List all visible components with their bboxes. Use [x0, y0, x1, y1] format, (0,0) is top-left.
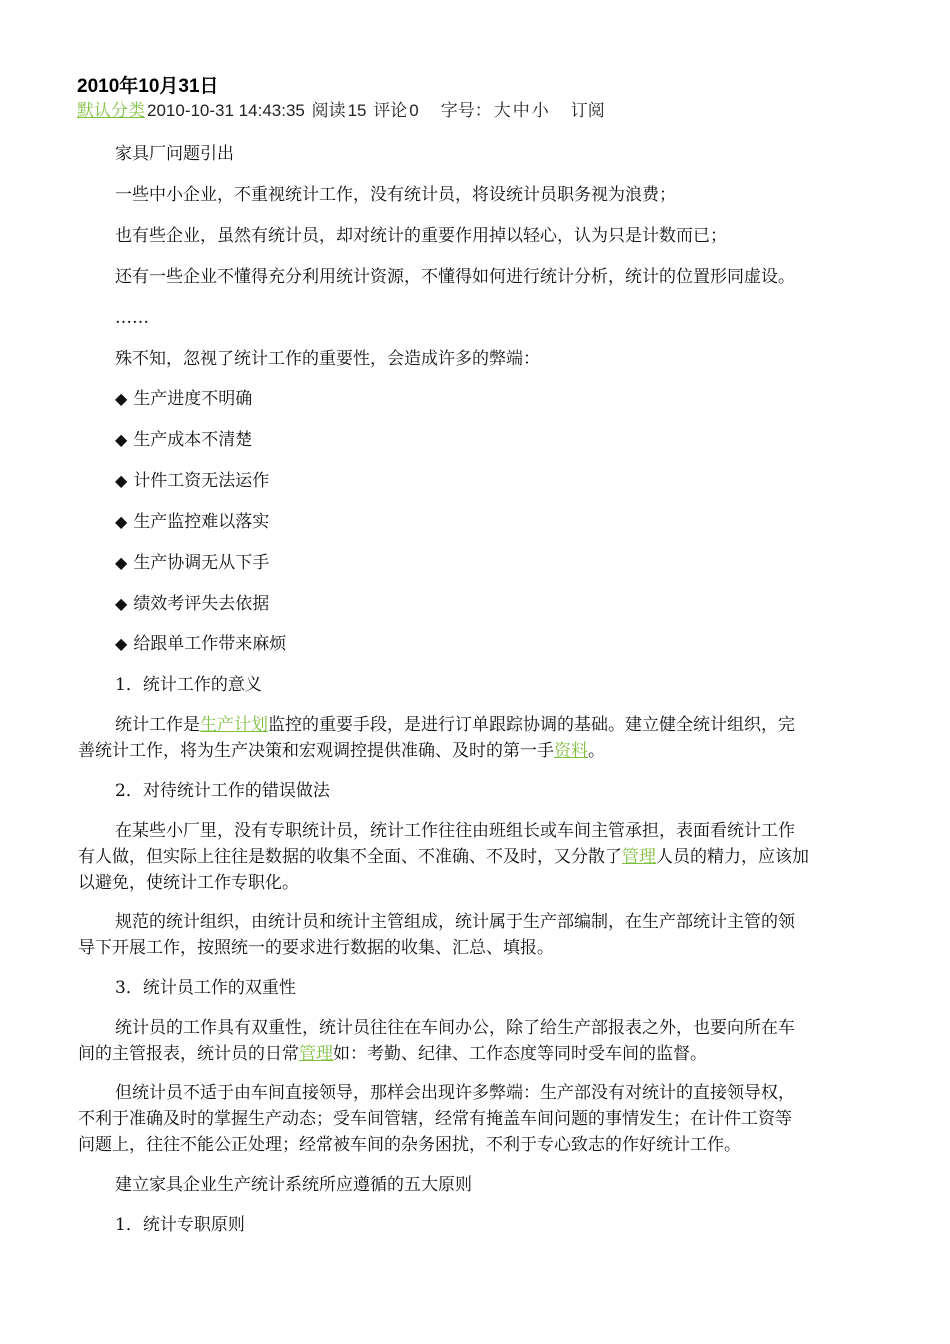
font-size-large-button[interactable]: 大 [493, 101, 511, 120]
diamond-bullet-icon: ◆ [115, 594, 128, 613]
section-heading-4: 1．统计专职原则 [115, 1215, 245, 1235]
post-timestamp: 2010-10-31 14:43:35 [147, 101, 305, 120]
comment-label: 评论 [373, 101, 408, 120]
list-item [115, 427, 252, 453]
category-link[interactable]: 默认分类 [77, 101, 145, 120]
paragraph: 还有一些企业不懂得充分利用统计资源，不懂得如何进行统计分析，统计的位置形同虚设。 [115, 267, 795, 287]
text: 监控的重要手段，是进行订单跟踪协调的基础。建立健全统计组织，完 [268, 715, 795, 735]
list-item [115, 509, 269, 535]
text: 以避免，使统计工作专职化。 [78, 873, 299, 893]
list-item-text: 生产监控难以落实 [133, 512, 270, 532]
section-3-paragraph [78, 1015, 876, 1067]
paragraph: 殊不知，忽视了统计工作的重要性，会造成许多的弊端： [115, 349, 540, 369]
diamond-bullet-icon: ◆ [115, 512, 128, 531]
comment-count: 0 [409, 101, 419, 120]
diamond-bullet-icon: ◆ [115, 389, 128, 408]
list-item [115, 386, 252, 412]
text: 有人做，但实际上往往是数据的收集不全面、不准确、不及时，又分散了 [78, 847, 622, 867]
font-size-small-button[interactable]: 小 [531, 101, 549, 120]
diamond-bullet-icon: ◆ [115, 634, 128, 653]
paragraph-principles: 建立家具企业生产统计系统所应遵循的五大原则 [115, 1175, 472, 1195]
text: 间的主管报表，统计员的日常 [78, 1044, 299, 1064]
text: 统计工作是 [115, 715, 200, 735]
paragraph-intro: 家具厂问题引出 [115, 144, 234, 164]
diamond-bullet-icon: ◆ [115, 553, 128, 572]
list-item-text: 生产成本不清楚 [133, 430, 253, 450]
section-1-paragraph [78, 712, 876, 764]
section-heading-2: 2．对待统计工作的错误做法 [115, 781, 330, 801]
section-2-paragraph-b [78, 909, 876, 961]
text: 人员的精力，应该加 [656, 847, 809, 867]
text: 规范的统计组织，由统计员和统计主管组成，统计属于生产部编制，在生产部统计主管的领 [115, 912, 795, 932]
read-label: 阅读 [311, 101, 346, 120]
text: 问题上，往往不能公正处理；经常被车间的杂务困扰，不利于专心致志的作好统计工作。 [78, 1135, 741, 1155]
text: 导下开展工作，按照统一的要求进行数据的收集、汇总、填报。 [78, 938, 554, 958]
text: 。 [588, 741, 605, 761]
font-size-label: 字号： [440, 101, 492, 120]
paragraph: 一些中小企业，不重视统计工作，没有统计员，将设统计员职务视为浪费； [115, 185, 676, 205]
text: 如：考勤、纪律、工作态度等同时受车间的监督。 [333, 1044, 707, 1064]
font-size-medium-button[interactable]: 中 [512, 101, 530, 120]
list-item [115, 631, 286, 657]
list-item [115, 591, 269, 617]
materials-link[interactable]: 资料 [554, 741, 588, 761]
text: 但统计员不适于由车间直接领导，那样会出现许多弊端：生产部没有对统计的直接领导权， [115, 1083, 795, 1103]
diamond-bullet-icon: ◆ [115, 430, 128, 449]
list-item [115, 468, 269, 494]
section-heading-3: 3．统计员工作的双重性 [115, 978, 296, 998]
list-item-text: 计件工资无法运作 [133, 471, 270, 491]
text: 在某些小厂里，没有专职统计员，统计工作往往由班组长或车间主管承担，表面看统计工作 [115, 821, 795, 841]
list-item [115, 550, 269, 576]
subscribe-button[interactable]: 订阅 [570, 101, 605, 120]
text: 统计员的工作具有双重性，统计员往往在车间办公，除了给生产部报表之外，也要向所在车 [115, 1018, 795, 1038]
post-date-title: 2010年10月31日 [77, 76, 219, 97]
text: 善统计工作，将为生产决策和宏观调控提供准确、及时的第一手 [78, 741, 554, 761]
list-item-text: 绩效考评失去依据 [133, 594, 270, 614]
section-2-paragraph [78, 818, 876, 896]
text: 不利于准确及时的掌握生产动态；受车间管辖，经常有掩盖车间问题的事情发生；在计件工资等 [78, 1109, 792, 1129]
production-plan-link[interactable]: 生产计划 [200, 715, 268, 735]
list-item-text: 生产进度不明确 [133, 389, 253, 409]
list-item-text: 生产协调无从下手 [133, 553, 270, 573]
diamond-bullet-icon: ◆ [115, 471, 128, 490]
section-3-paragraph-b [78, 1080, 876, 1158]
section-heading-1: 1．统计工作的意义 [115, 675, 262, 695]
management-link[interactable]: 管理 [622, 847, 656, 867]
read-count: 15 [347, 101, 367, 120]
post-meta-bar [77, 100, 607, 122]
ellipsis-text: …… [115, 308, 149, 328]
paragraph: 也有些企业，虽然有统计员，却对统计的重要作用掉以轻心，认为只是计数而已； [115, 226, 727, 246]
management-link-2[interactable]: 管理 [299, 1044, 333, 1064]
list-item-text: 给跟单工作带来麻烦 [133, 634, 287, 654]
